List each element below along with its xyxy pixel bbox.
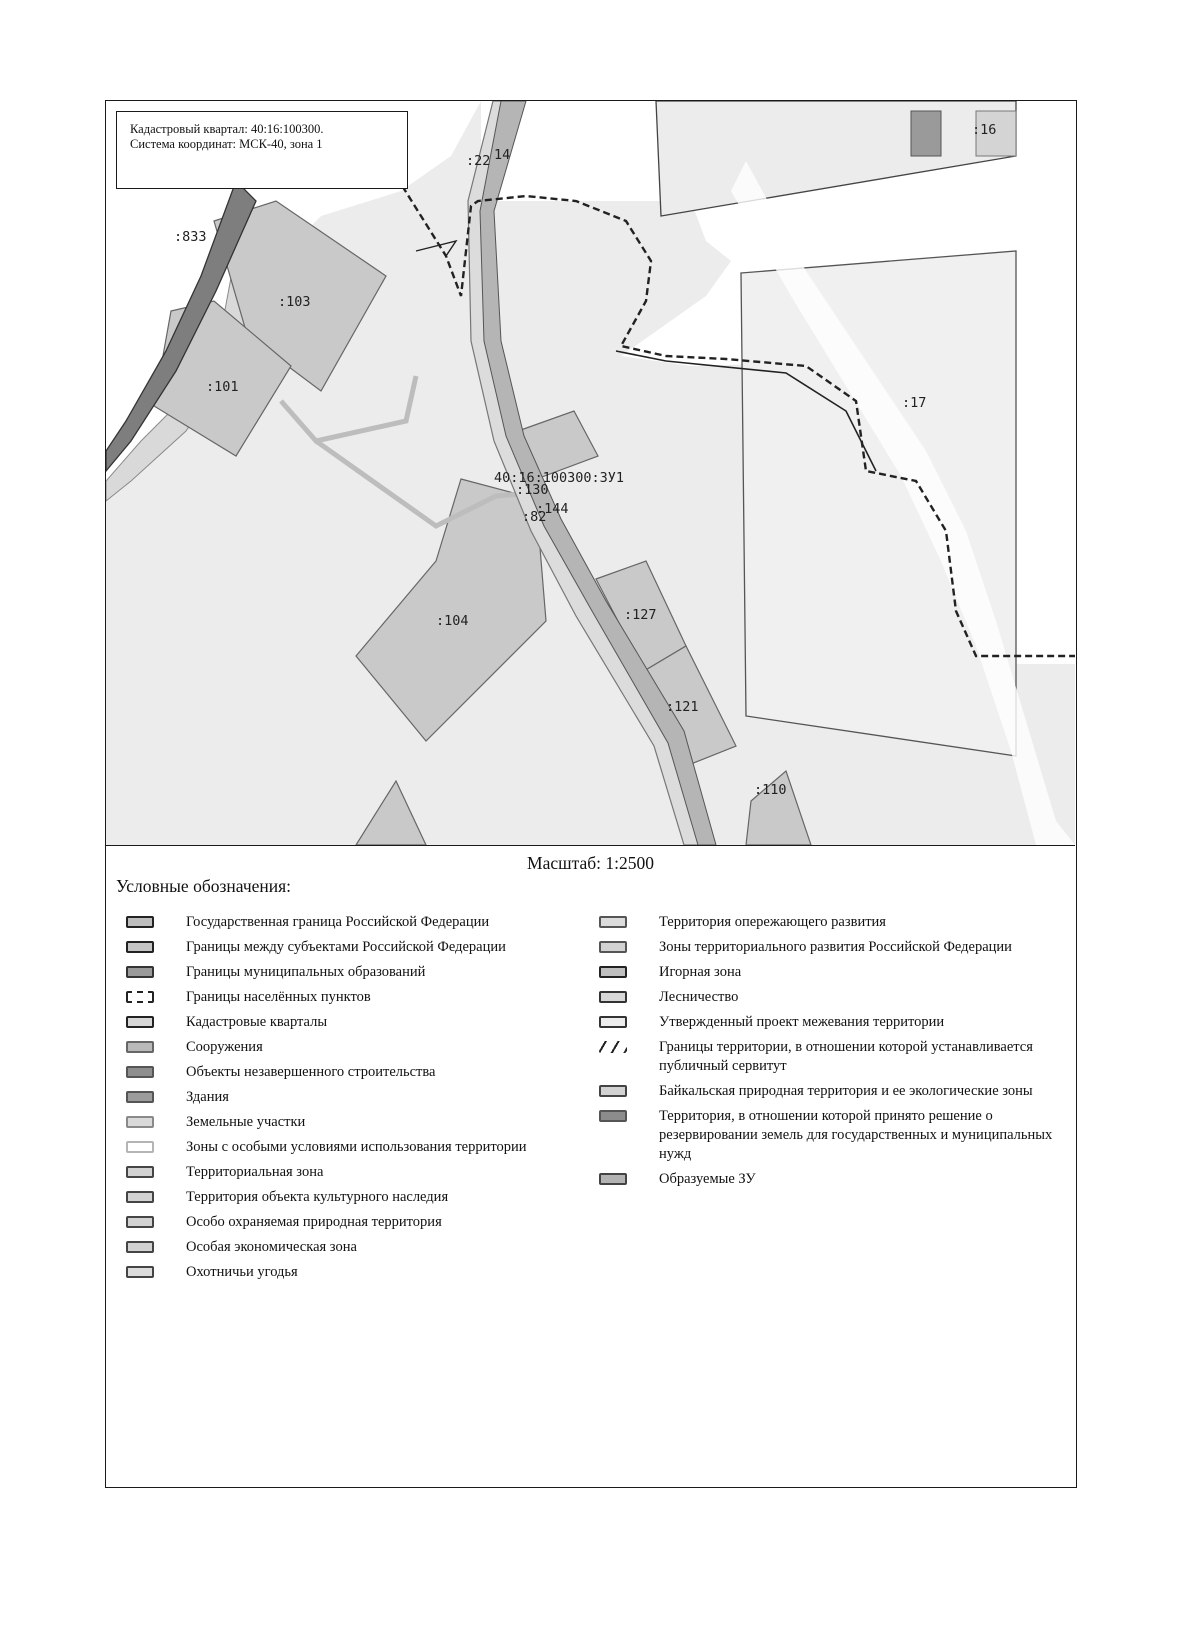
legend-item: [126, 1038, 586, 1057]
legend-label: Границы населённых пунктов: [186, 989, 371, 1005]
legend-item: [126, 1238, 586, 1257]
label-833: :833: [174, 229, 207, 245]
cadastral-map[interactable]: [106, 101, 1075, 845]
label-130: :130: [516, 482, 549, 498]
legend-label: Лесничество: [659, 989, 739, 1005]
legend-label: Здания: [186, 1089, 229, 1105]
label-zu1: 40:16:100300:ЗУ1: [494, 470, 625, 486]
map-scale: Масштаб: 1:2500: [527, 853, 654, 873]
legend-label: Кадастровые кварталы: [186, 1014, 328, 1030]
legend-item: [599, 1013, 1059, 1032]
legend-item: [599, 938, 1059, 957]
legend-symbol-icon: [126, 1066, 154, 1078]
legend-symbol-icon: [126, 1166, 154, 1178]
legend-item: [126, 963, 586, 982]
legend-label: Сооружения: [186, 1039, 263, 1055]
legend-item: [126, 1163, 586, 1182]
legend-item: [126, 1063, 586, 1082]
label-121: :121: [666, 699, 699, 715]
legend-symbol-icon: [126, 1041, 154, 1053]
legend-symbol-icon: [126, 1091, 154, 1103]
label-82: :82: [522, 509, 547, 525]
legend-label: Территория опережающего развития: [659, 914, 886, 930]
label-103: :103: [278, 294, 311, 310]
legend-symbol-icon: [126, 1241, 154, 1253]
label-16: :16: [972, 122, 997, 138]
legend-item: [126, 1213, 586, 1232]
legend-symbol-icon: [599, 1016, 627, 1028]
legend-symbol-icon: [126, 1216, 154, 1228]
parcel-17[interactable]: [741, 251, 1016, 756]
legend-label: Границы территории, в отношении которой устанавливается публичный сервитут: [659, 1039, 1033, 1074]
map-sheet-frame: [105, 100, 1077, 1488]
legend-symbol-icon: [126, 916, 154, 928]
building-16: [911, 111, 941, 156]
map-divider: [106, 845, 1075, 846]
legend-label: Образуемые ЗУ: [659, 1171, 756, 1187]
map-info-box: [116, 111, 408, 189]
legend-symbol-icon: [126, 1116, 154, 1128]
coordinate-system-text: Система координат: МСК-40, зона 1: [130, 137, 323, 151]
legend-label: Игорная зона: [659, 964, 742, 980]
legend-label: Территория объекта культурного наследия: [186, 1189, 449, 1205]
legend-item: [126, 913, 586, 932]
legend-label: Зоны с особыми условиями использования территории: [186, 1139, 527, 1155]
label-144: :144: [536, 501, 569, 517]
legend-label: Охотничьи угодья: [186, 1264, 298, 1280]
legend-symbol-icon: [126, 1266, 154, 1278]
legend-item: [126, 1013, 586, 1032]
legend-item: [599, 913, 1059, 932]
legend-right-column: [599, 913, 1059, 1195]
legend-label: Утвержденный проект межевания территории: [659, 1014, 945, 1030]
legend-symbol-icon: [599, 941, 627, 953]
legend-item: [126, 1138, 586, 1157]
legend-label: Объекты незавершенного строительства: [186, 1064, 436, 1080]
legend-label: Байкальская природная территория и ее экологические зоны: [659, 1083, 1033, 1099]
legend-label: Границы муниципальных образований: [186, 964, 426, 980]
legend-symbol-icon: [599, 991, 627, 1003]
legend-symbol-icon: [126, 941, 154, 953]
legend-label: Границы между субъектами Российской Федерации: [186, 939, 506, 955]
legend-item: [599, 1038, 1059, 1076]
legend-symbol-icon: [599, 966, 627, 978]
label-17: :17: [902, 395, 927, 411]
legend-symbol-icon: [126, 1016, 154, 1028]
legend-symbol-icon: [126, 1141, 154, 1153]
legend-item: [599, 1170, 1059, 1189]
legend-symbol-icon: [599, 1173, 627, 1185]
legend-label: Земельные участки: [186, 1114, 306, 1130]
label-104: :104: [436, 613, 469, 629]
cadastral-quarter-text: Кадастровый квартал: 40:16:100300.: [130, 122, 324, 136]
legend-title: Условные обозначения:: [116, 876, 292, 896]
legend-item: [126, 1188, 586, 1207]
legend-item: [126, 938, 586, 957]
legend-item: [126, 1113, 586, 1132]
legend-label: Территория, в отношении которой принято решение о резервировании земель для государственных и муниципальных нужд: [659, 1108, 1053, 1162]
legend-symbol-icon: [599, 1110, 627, 1122]
legend-item: [599, 1107, 1059, 1164]
legend-label: Государственная граница Российской Федерации: [186, 914, 490, 930]
legend-item: [599, 963, 1059, 982]
legend-symbol-icon: [599, 1041, 627, 1053]
legend-item: [599, 988, 1059, 1007]
legend-item: [126, 1263, 586, 1282]
label-14: 14: [494, 147, 511, 163]
legend-label: Зоны территориального развития Российской Федерации: [659, 939, 1012, 955]
legend-label: Территориальная зона: [186, 1164, 324, 1180]
legend-item: [126, 988, 586, 1007]
legend-symbol-icon: [126, 991, 154, 1003]
legend-left-column: [126, 913, 586, 1288]
legend-symbol-icon: [126, 1191, 154, 1203]
legend-item: [599, 1082, 1059, 1101]
legend-label: Особо охраняемая природная территория: [186, 1214, 442, 1230]
label-22: :22: [466, 153, 491, 169]
label-127: :127: [624, 607, 657, 623]
legend-item: [126, 1088, 586, 1107]
legend-symbol-icon: [126, 966, 154, 978]
legend-symbol-icon: [599, 916, 627, 928]
label-110: :110: [754, 782, 787, 798]
legend-symbol-icon: [599, 1085, 627, 1097]
legend-label: Особая экономическая зона: [186, 1239, 357, 1255]
label-101: :101: [206, 379, 239, 395]
